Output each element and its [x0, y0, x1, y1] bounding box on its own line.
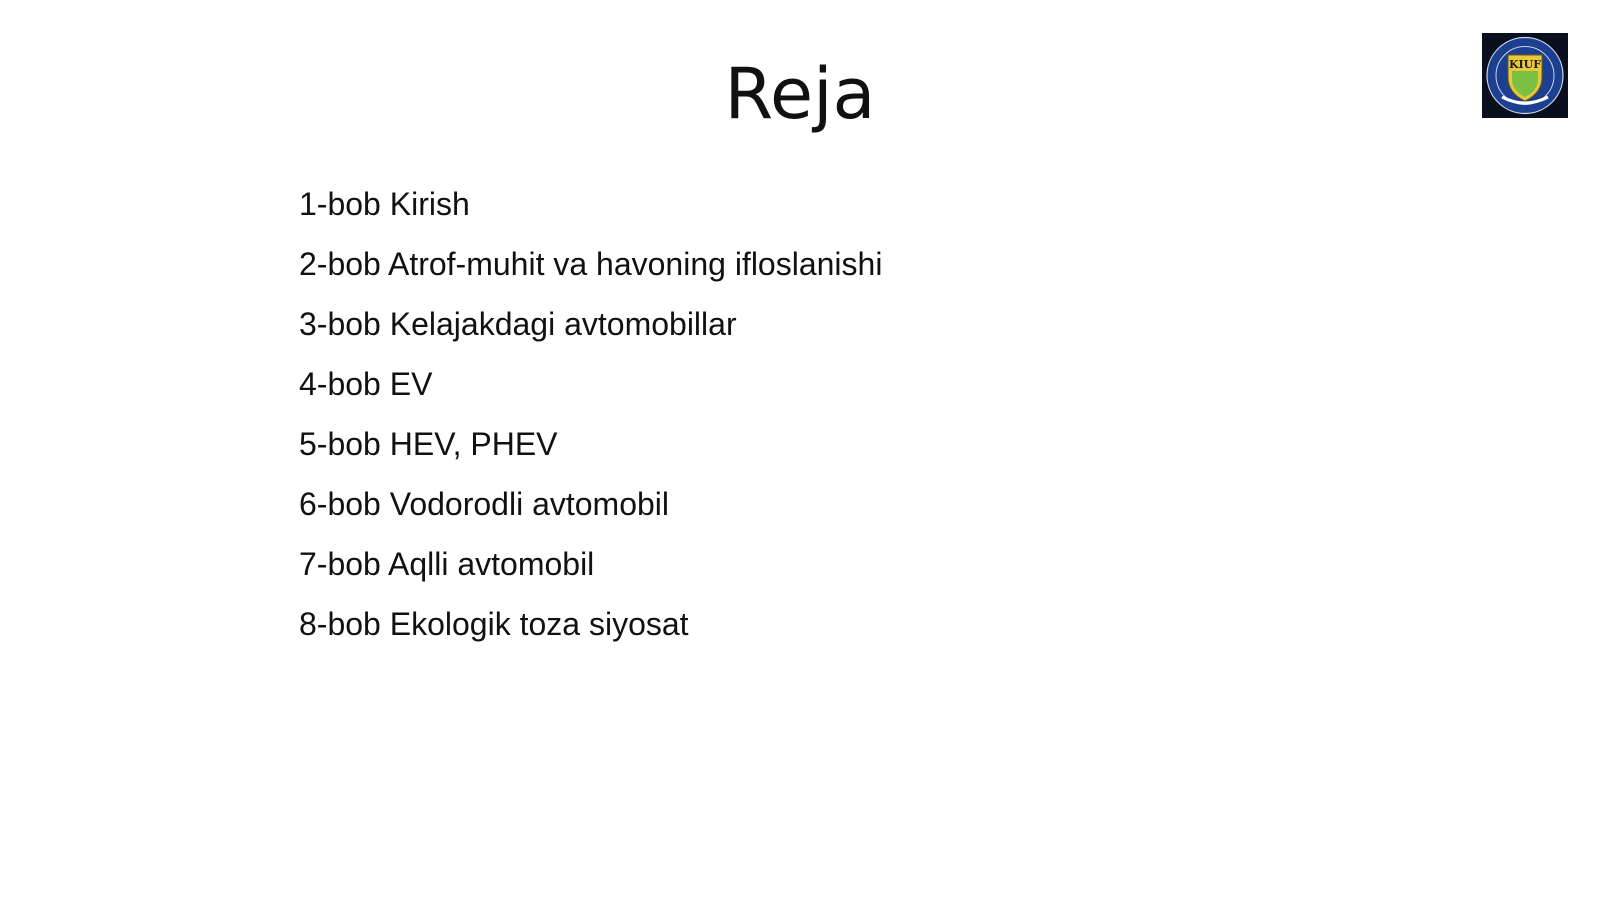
- agenda-item-6: 6-bob Vodorodli avtomobil: [299, 486, 670, 522]
- agenda-item-7: 7-bob Aqlli avtomobil: [299, 546, 595, 582]
- agenda-item-3: 3-bob Kelajakdagi avtomobillar: [299, 306, 737, 342]
- agenda-item-4: 4-bob EV: [299, 366, 433, 402]
- slide-title: Reja: [724, 53, 876, 135]
- agenda-item-1: 1-bob Kirish: [299, 186, 470, 222]
- agenda-item-8: 8-bob Ekologik toza siyosat: [299, 606, 689, 642]
- agenda-item-5: 5-bob HEV, PHEV: [299, 426, 558, 462]
- logo-text: KIUF: [1508, 58, 1542, 71]
- university-seal-icon: [1482, 33, 1568, 118]
- agenda-list: [299, 182, 882, 662]
- agenda-item-2: 2-bob Atrof-muhit va havoning ifloslanishi: [299, 246, 883, 282]
